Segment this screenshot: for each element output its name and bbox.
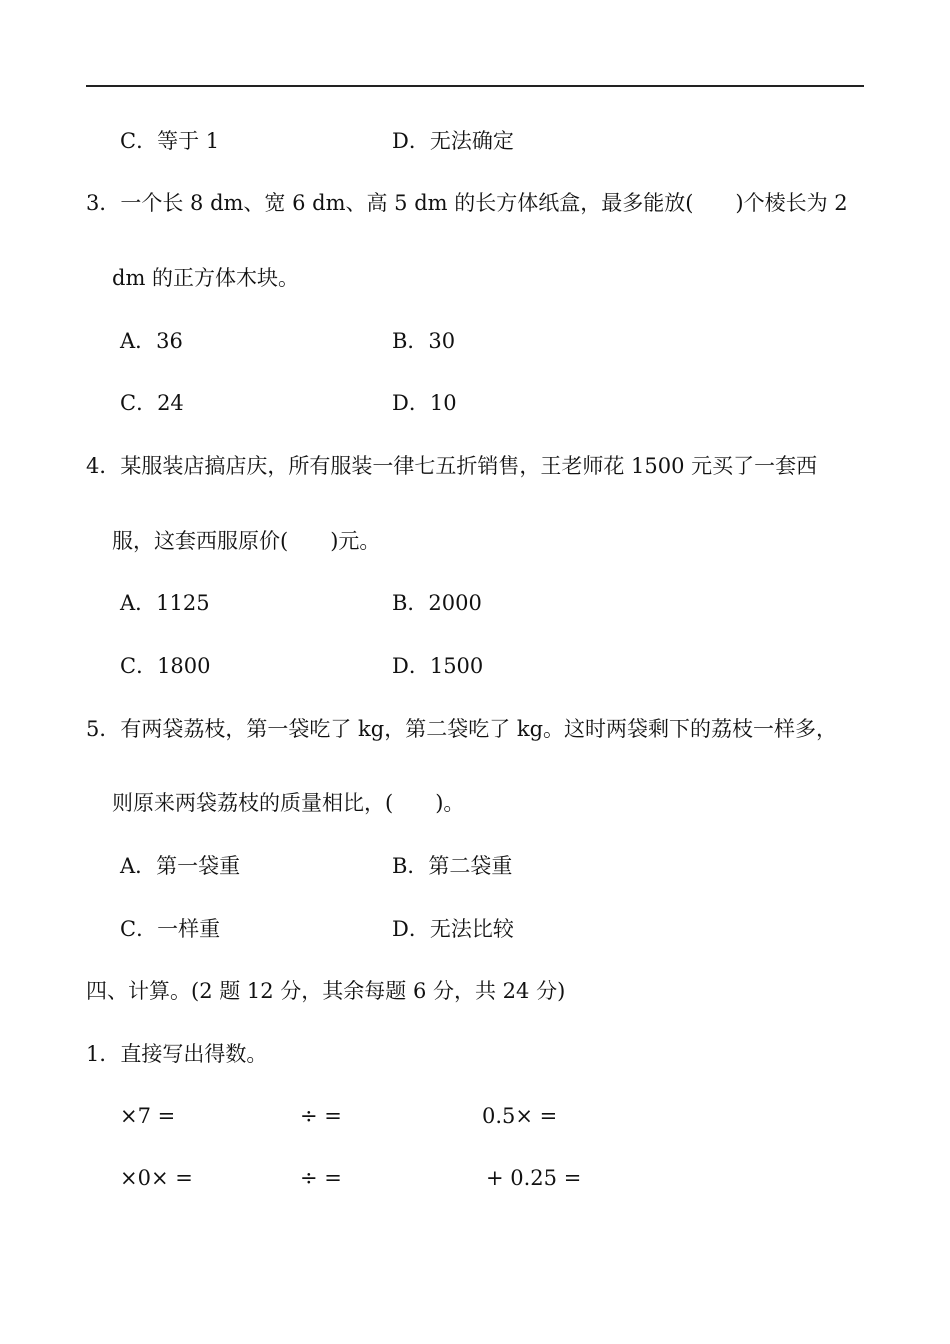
q5-option-a: A．第一袋重: [120, 854, 241, 878]
q3-stem-line2: dm 的正方体木块。: [112, 266, 300, 290]
q5-option-b: B．第二袋重: [392, 854, 513, 878]
section4-q1-title: 1．直接写出得数。: [86, 1042, 268, 1066]
section4-heading: 四、计算。(2 题 12 分，其余每题 6 分，共 24 分): [86, 979, 566, 1003]
q4-stem-line1: 4．某服装店搞店庆，所有服装一律七五折销售，王老师花 1500 元买了一套西: [86, 454, 818, 478]
q2-option-c: C．等于 1: [120, 129, 220, 153]
q5-stem-line2: 则原来两袋荔枝的质量相比，( )。: [112, 791, 465, 815]
q5-option-c: C．一样重: [120, 917, 221, 941]
calc-r2-c3: + 0.25 =: [486, 1166, 582, 1190]
q4-option-c: C．1800: [120, 654, 211, 678]
q4-option-d: D．1500: [392, 654, 484, 678]
q5-stem-line1: 5．有两袋荔枝，第一袋吃了 kg，第二袋吃了 kg。这时两袋剩下的荔枝一样多，: [86, 717, 838, 741]
calc-r1-c1: ×7 =: [120, 1104, 176, 1128]
q4-option-a: A．1125: [120, 591, 210, 615]
q2-option-d: D．无法确定: [392, 129, 514, 153]
calc-r2-c2: ÷ =: [300, 1166, 342, 1190]
q3-option-b: B．30: [392, 329, 456, 353]
q4-option-b: B．2000: [392, 591, 482, 615]
q3-option-d: D．10: [392, 391, 457, 415]
calc-r1-c3: 0.5× =: [482, 1104, 558, 1128]
q4-stem-line2: 服，这套西服原价( )元。: [112, 529, 381, 553]
calc-r2-c1: ×0× =: [120, 1166, 193, 1190]
q3-stem-line1: 3．一个长 8 dm、宽 6 dm、高 5 dm 的长方体纸盒，最多能放( )个棱长为 2: [86, 191, 848, 215]
top-rule: [86, 85, 864, 87]
q3-option-c: C．24: [120, 391, 184, 415]
calc-r1-c2: ÷ =: [300, 1104, 342, 1128]
q3-option-a: A．36: [120, 329, 183, 353]
q5-option-d: D．无法比较: [392, 917, 514, 941]
